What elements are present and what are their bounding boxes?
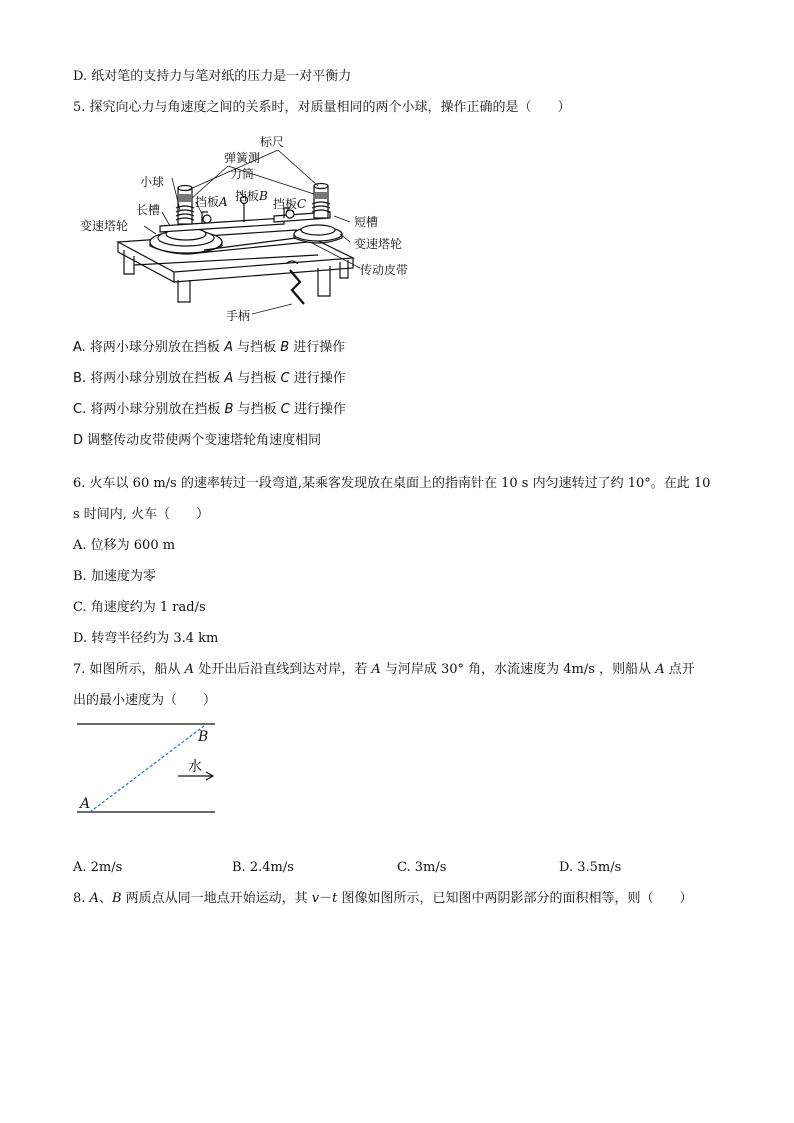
q5-option-b: B. 将两小球分别放在挡板 A 与挡板 C 进行操作 xyxy=(73,371,346,386)
q5-option-a: A. 将两小球分别放在挡板 A 与挡板 B 进行操作 xyxy=(73,340,346,355)
q7-option-b: B. 2.4m/s xyxy=(232,860,294,875)
label-ruler: 标尺 xyxy=(260,135,285,149)
boat-path-line xyxy=(90,726,204,812)
label-baffle-b: 挡板B xyxy=(235,189,268,203)
label-tower-wheel-right: 变速塔轮 xyxy=(354,237,403,251)
q7-stem-line2: 出的最小速度为（ ） xyxy=(73,693,217,708)
point-b-label: B xyxy=(198,729,209,745)
river-crossing-figure xyxy=(72,716,222,820)
q6-option-c: C. 角速度约为 1 rad/s xyxy=(73,600,206,615)
q7-option-c: C. 3m/s xyxy=(397,860,447,875)
q5-option-d: D 调整传动皮带使两个变速塔轮角速度相同 xyxy=(73,433,322,448)
label-baffle-a: 挡板A xyxy=(195,195,228,209)
label-spring-line2: 力筒 xyxy=(230,167,255,181)
q6-stem-line2: s 时间内, 火车（ ） xyxy=(73,507,210,522)
q5-stem: 5. 探究向心力与角速度之间的关系时，对质量相同的两个小球，操作正确的是（ ） xyxy=(73,100,571,115)
q5-option-c: C. 将两小球分别放在挡板 B 与挡板 C 进行操作 xyxy=(73,402,346,417)
label-tower-wheel-left: 变速塔轮 xyxy=(80,219,129,233)
point-a-label: A xyxy=(80,796,91,812)
q7-stem-line1: 7. 如图所示，船从 A 处开出后沿直线到达对岸，若 A 与河岸成 30° 角，水流速度为 4m/s ，则船从 A 点开 xyxy=(73,662,695,677)
q7-option-a: A. 2m/s xyxy=(73,860,123,875)
label-baffle-c: 挡板C xyxy=(273,197,307,211)
q6-stem-line1: 6. 火车以 60 m/s 的速率转过一段弯道,某乘客发现放在桌面上的指南针在 10 s 内匀速转过了约 10°。在此 10 xyxy=(73,476,711,491)
q6-option-a: A. 位移为 600 m xyxy=(73,538,176,553)
q8-stem: 8. A、B 两质点从同一地点开始运动，其 v－t 图像如图所示，已知图中两阴影部分的面积相等，则（ ） xyxy=(73,891,693,906)
q4-option-d: D. 纸对笔的支持力与笔对纸的压力是一对平衡力 xyxy=(73,69,352,84)
label-ball: 小球 xyxy=(140,175,165,189)
label-handle: 手柄 xyxy=(226,309,251,323)
q6-option-b: B. 加速度为零 xyxy=(73,569,156,584)
label-short-slot: 短槽 xyxy=(354,215,379,229)
label-spring-line1: 弹簧测 xyxy=(224,151,261,165)
label-belt: 传动皮带 xyxy=(360,263,409,277)
centripetal-apparatus-figure xyxy=(78,130,418,330)
water-label: 水 xyxy=(188,759,202,775)
q7-option-d: D. 3.5m/s xyxy=(559,860,622,875)
label-long-slot: 长槽 xyxy=(136,203,161,217)
q6-option-d: D. 转弯半径约为 3.4 km xyxy=(73,631,219,646)
